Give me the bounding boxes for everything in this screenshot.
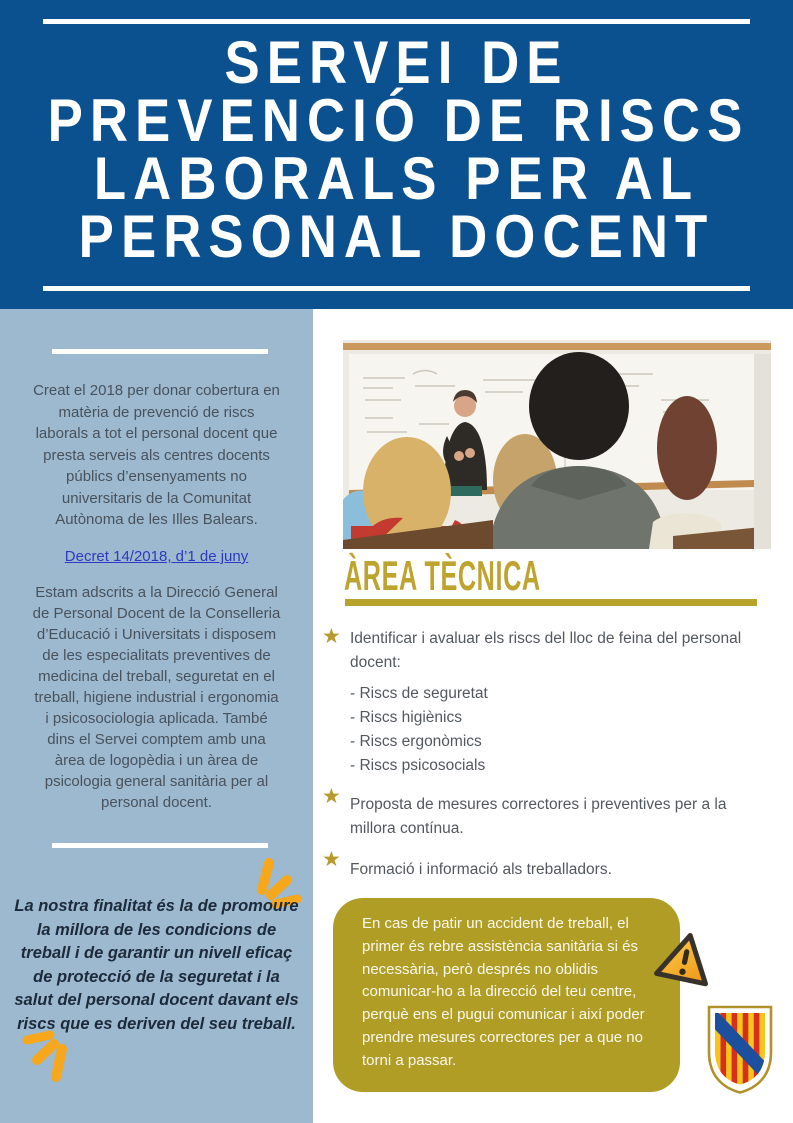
mission-statement: La nostra finalitat és la de promoure la millora de les condicions de treball i de garantir un nivell eficaç de protecció de la seguretat i la salut del personal docent davant els riscs que es deriven del seu treball.	[14, 897, 299, 1033]
sub-list-item: - Riscs ergonòmics	[350, 733, 482, 750]
right-panel	[313, 309, 793, 1123]
decree-link[interactable]: Decret 14/2018, d’1 de juny	[64, 548, 249, 565]
notice-text: En cas de patir un accident de treball, el primer és rebre assistència sanitària si és necessària, però després no oblidis comunicar-ho a la direcció del teu centre, perquè ens el pugui comunicar i així poder prendre mesures correctores per a que no torni a passar.	[362, 915, 645, 1069]
list-item	[322, 627, 784, 778]
classroom-photo	[343, 340, 771, 549]
header-banner	[0, 0, 793, 309]
list-item	[322, 785, 784, 841]
title-line-4: PERSONAL DOCENT	[78, 203, 715, 270]
warning-triangle-icon	[651, 927, 719, 993]
notice-box	[333, 898, 680, 1092]
star-icon: ★	[322, 848, 341, 871]
header-bottom-rule	[43, 286, 750, 291]
spark-icon	[22, 1023, 78, 1087]
intro-paragraph: Creat el 2018 per donar cobertura en matèria de prevenció de riscs laborals a tot el personal docent que presta serveis als centres docents públics d’ensenyaments no universitaris de la Comunitat Autònoma de les Illes Balears.	[33, 382, 280, 528]
star-icon: ★	[322, 625, 341, 648]
body-paragraph: Estam adscrits a la Direcció General de Personal Docent de la Conselleria d’Educació i Universitats i disposem de les especialitats preventives de medicina del treball, seguretat en el treball, higiene industrial i ergonomia i psicosociologia aplicada. També dins el Servei comptem amb una àrea de logopèdia i un àrea de psicologia general sanitària per al personal docent.	[32, 584, 281, 811]
list-item-text: Proposta de mesures correctores i preventives per a la millora contínua.	[350, 796, 727, 837]
star-icon: ★	[322, 785, 341, 808]
left-panel	[0, 309, 313, 1123]
balearic-shield-icon	[705, 1003, 775, 1097]
list-item	[322, 848, 784, 882]
sub-list-item: - Riscs higiènics	[350, 709, 462, 726]
sub-list-item: - Riscs psicosocials	[350, 757, 486, 774]
header-top-rule	[43, 19, 750, 24]
title-line-1: SERVEI DE	[224, 29, 569, 96]
risk-sub-list	[350, 682, 784, 778]
divider-rule	[52, 349, 268, 354]
page-title	[47, 29, 750, 270]
list-item-text: Formació i informació als treballadors.	[350, 861, 612, 878]
title-line-3: LABORALS PER AL	[93, 145, 700, 212]
section-underline	[345, 599, 757, 606]
divider-rule	[52, 843, 268, 848]
section-heading: ÀREA TÈCNICA	[344, 552, 541, 599]
classroom-photo-graphic	[343, 340, 771, 549]
list-item-text: Identificar i avaluar els riscs del lloc de feina del personal docent:	[350, 630, 742, 671]
title-line-2: PREVENCIÓ DE RISCS	[47, 87, 750, 154]
sub-list-item: - Riscs de seguretat	[350, 685, 488, 702]
